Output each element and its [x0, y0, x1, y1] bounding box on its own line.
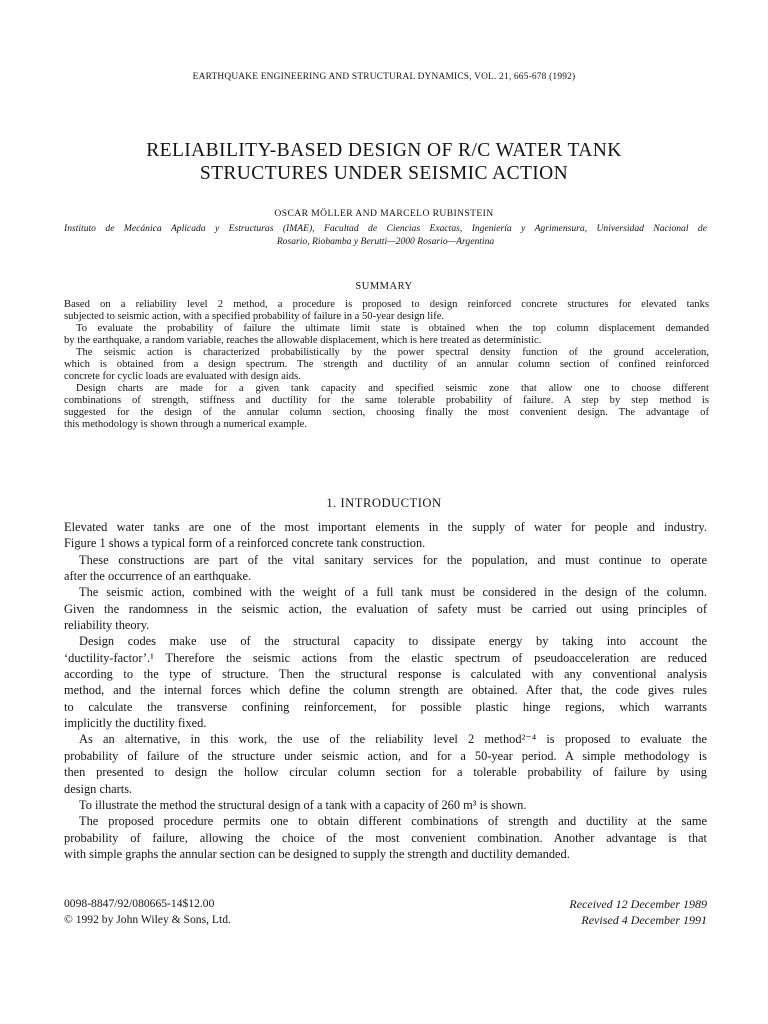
publication-info	[64, 896, 231, 928]
title-line: RELIABILITY-BASED DESIGN OF R/C WATER TANK	[146, 140, 622, 161]
authors: OSCAR MÖLLER AND MARCELO RUBINSTEIN	[274, 208, 494, 219]
body-line: Elevated water tanks are one of the most important elements in the supply of water for people and industry.	[64, 520, 707, 534]
body-line: implicitly the ductility fixed.	[64, 716, 207, 731]
body-line: after the occurrence of an earthquake.	[64, 569, 252, 584]
body-line: method, and the internal forces which define the column strength are obtained. After that, the code gives rules	[64, 683, 707, 698]
summary-line: by the earthquake, a random variable, reaches the allowable displacement, which is here treated as deterministic.	[64, 335, 542, 346]
summary-line: concrete for cyclic loads are evaluated with design aids.	[64, 371, 301, 382]
body-line: according to the type of structure. Then the structural response is calculated with any conventional analysis	[64, 667, 707, 682]
summary-line: subjected to seismic action, with a specified probability of failure in a 50-year design life.	[64, 311, 445, 322]
summary-line: this methodology is shown through a numerical example.	[64, 419, 308, 430]
affiliation-line: Instituto de Mecánica Aplicada y Estructuras (IMAE), Facultad de Ciencias Exactas, Ingeniería y Agrimensura, Universidad Nacional de	[64, 223, 707, 234]
body-line: ‘ductility-factor’.¹ Therefore the seismic actions from the elastic spectrum of pseudoacceleration are reduced	[64, 650, 707, 665]
affiliation-line: Rosario, Riobamba y Berutti—2000 Rosario—Argentina	[276, 235, 495, 247]
summary-line: Design charts are made for a given tank capacity and specified seismic zone that allow one to choose different	[76, 383, 709, 394]
summary-abstract	[64, 299, 709, 431]
summary-line: To evaluate the probability of failure the ultimate limit state is obtained when the top column displacement demanded	[76, 323, 709, 334]
submission-dates	[480, 896, 707, 928]
copyright-notice: © 1992 by John Wiley & Sons, Ltd.	[64, 913, 231, 926]
body-line: Design codes make use of the structural capacity to dissipate energy by taking into account the	[79, 634, 707, 649]
paper-title	[60, 139, 708, 185]
body-line: These constructions are part of the vital sanitary services for the population, and must continue to operate	[79, 552, 707, 567]
body-line: to calculate the transverse confining reinforcement, for possible plastic hinge regions, which warrants	[64, 699, 707, 714]
body-line: The seismic action, combined with the weight of a full tank must be considered in the design of the column.	[79, 585, 707, 600]
journal-header: EARTHQUAKE ENGINEERING AND STRUCTURAL DYNAMICS, VOL. 21, 665-678 (1992)	[192, 72, 576, 82]
body-line: As an alternative, in this work, the use of the reliability level 2 method²⁻⁴ is proposed to evaluate the	[79, 732, 707, 747]
introduction-body	[64, 519, 707, 862]
body-line: probability of failure, allowing the choice of the most convenient combination. Another advantage is that	[64, 830, 707, 845]
body-line: reliability theory.	[64, 618, 150, 633]
revised-date: Revised 4 December 1991	[581, 913, 707, 927]
body-line: design charts.	[64, 781, 133, 796]
body-line: probability of failure of the structure under seismic action, and for a 50-year period. A simple methodology is	[64, 748, 707, 763]
affiliation	[64, 223, 707, 248]
title-line: STRUCTURES UNDER SEISMIC ACTION	[199, 163, 569, 184]
summary-line: which is obtained from a design spectrum. The strength and ductility of an annular column section of confined reinforced	[64, 359, 709, 370]
body-line: then presented to design the hollow circular column section for a tolerable probability of failure by using	[64, 765, 707, 780]
summary-line: The seismic action is characterized probabilistically by the power spectral density function of the ground acceleration,	[76, 347, 709, 358]
section-heading-introduction: 1. INTRODUCTION	[326, 496, 442, 510]
issn-code: 0098-8847/92/080665-14$12.00	[64, 897, 215, 910]
summary-heading: SUMMARY	[355, 281, 413, 292]
summary-line: suggested for the design of the annular column section, choosing finally the most convenient design. The advantage of	[64, 407, 709, 418]
body-line: with simple graphs the annular section can be designed to supply the strength and ductility demanded.	[64, 846, 570, 861]
body-line: Given the randomness in the seismic action, the evaluation of safety must be carried out using principles of	[64, 601, 707, 616]
body-line: Figure 1 shows a typical form of a reinforced concrete tank construction.	[64, 536, 426, 551]
body-line: The proposed procedure permits one to obtain different combinations of strength and ductility at the same	[79, 814, 707, 829]
summary-line: Based on a reliability level 2 method, a procedure is proposed to design reinforced concrete structures for elevated tanks	[64, 299, 709, 310]
summary-line: combinations of strength, stiffness and ductility for the same tolerable probability of failure. A step by step method is	[64, 395, 709, 406]
body-line: To illustrate the method the structural design of a tank with a capacity of 260 m³ is shown.	[79, 797, 527, 812]
received-date: Received 12 December 1989	[569, 897, 707, 911]
